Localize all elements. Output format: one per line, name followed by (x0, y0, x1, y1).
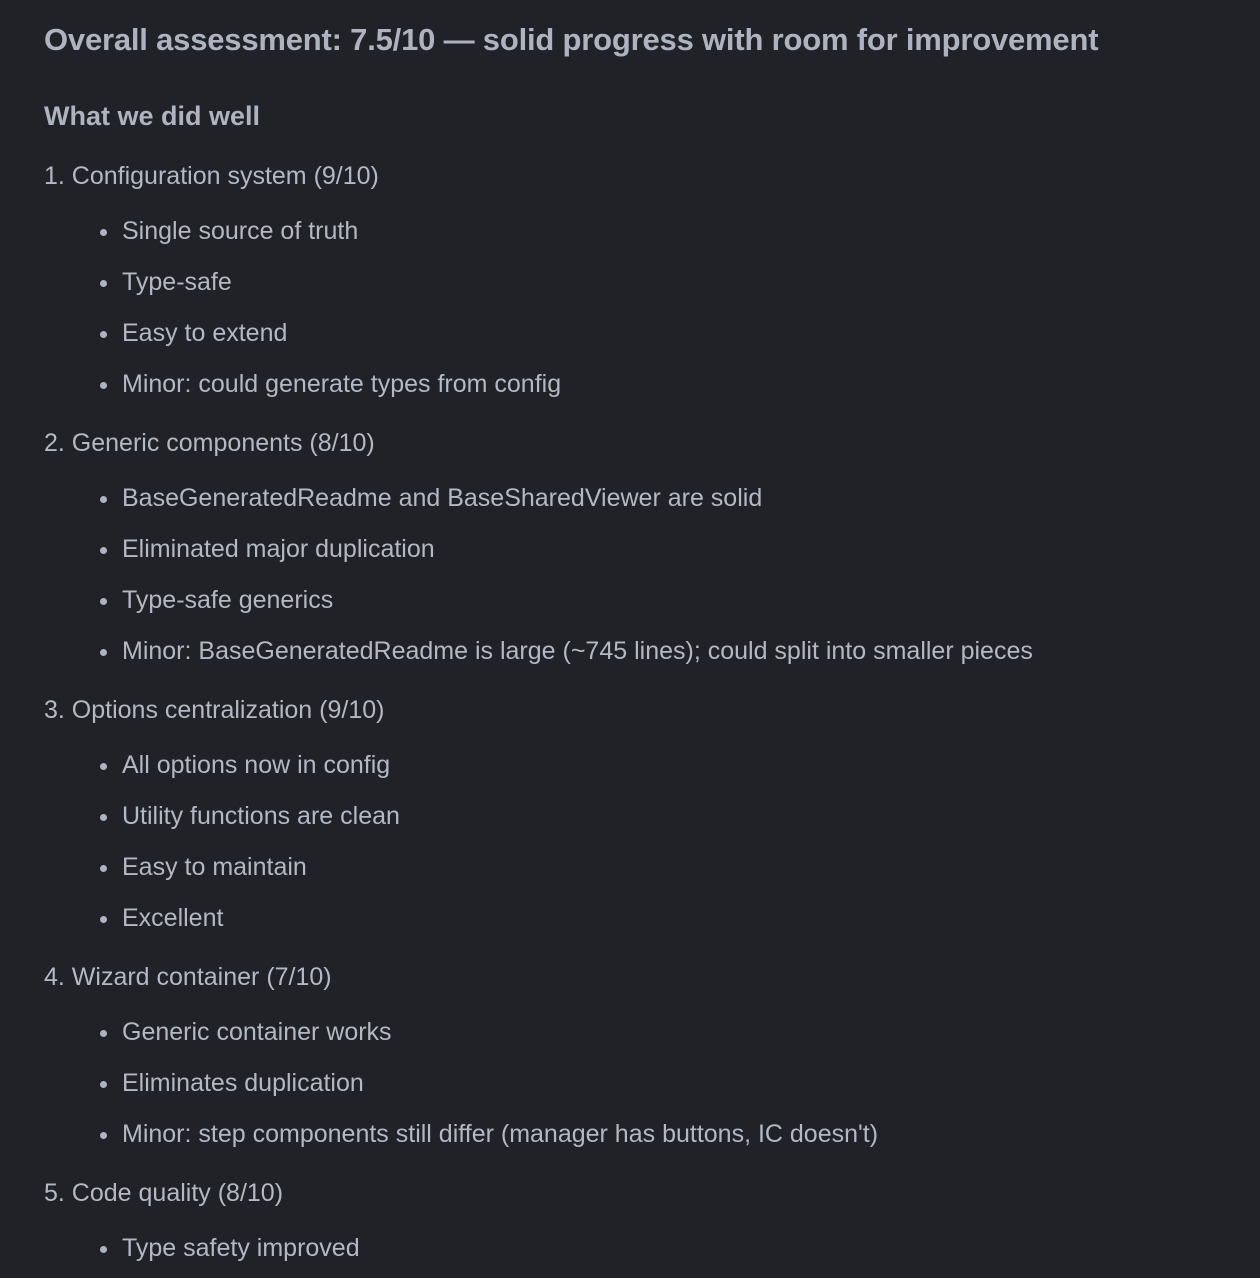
list-item-text: Easy to maintain (122, 853, 307, 881)
bullet-dot (100, 598, 107, 605)
list-item (44, 483, 1033, 513)
bullet-dot (100, 547, 107, 554)
bullet-dot (100, 814, 107, 821)
bullet-dot (100, 1081, 107, 1088)
list-item-text: Minor: could generate types from config (122, 370, 562, 398)
bullet-dot (100, 763, 107, 770)
bullet-dot (100, 382, 107, 389)
list-item (44, 267, 561, 297)
section-configuration-system (44, 161, 561, 399)
section-heading: 4. Wizard container (7/10) (44, 963, 332, 991)
list-item (44, 318, 561, 348)
bullet-dot (100, 649, 107, 656)
list-item-text: Eliminated major duplication (122, 535, 435, 563)
section-heading: 1. Configuration system (9/10) (44, 162, 379, 190)
list-item (44, 1233, 360, 1263)
list-item-text: Minor: BaseGeneratedReadme is large (~745 lines); could split into smaller pieces (122, 637, 1033, 665)
bullet-list (44, 483, 1033, 666)
bullet-dot (100, 331, 107, 338)
list-item (44, 801, 400, 831)
section-heading: 2. Generic components (8/10) (44, 429, 375, 457)
section-heading: 3. Options centralization (9/10) (44, 696, 385, 724)
list-item-text: Type-safe (122, 268, 232, 296)
list-item-text: Minor: step components still differ (manager has buttons, IC doesn't) (122, 1120, 879, 1148)
list-item (44, 1068, 878, 1098)
list-item (44, 1017, 878, 1047)
list-item (44, 903, 400, 933)
list-item-text: All options now in config (122, 751, 391, 779)
list-item-text: Single source of truth (122, 217, 359, 245)
bullet-dot (100, 1030, 107, 1037)
list-item-text: Type safety improved (122, 1234, 360, 1262)
list-item-text: BaseGeneratedReadme and BaseSharedViewer are solid (122, 484, 763, 512)
bullet-list (44, 1017, 878, 1149)
list-item-text: Generic container works (122, 1018, 392, 1046)
section-code-quality (44, 1178, 360, 1263)
list-item-text: Easy to extend (122, 319, 288, 347)
list-item-text: Utility functions are clean (122, 802, 400, 830)
list-item (44, 852, 400, 882)
bullet-dot (100, 1132, 107, 1139)
list-item (44, 585, 1033, 615)
section-generic-components (44, 428, 1033, 666)
bullet-dot (100, 865, 107, 872)
list-item-text: Eliminates duplication (122, 1069, 364, 1097)
list-item (44, 1119, 878, 1149)
list-item-text: Type-safe generics (122, 586, 334, 614)
bullet-dot (100, 916, 107, 923)
list-item (44, 750, 400, 780)
page-title: Overall assessment: 7.5/10 — solid progress with room for improvement (44, 22, 1099, 57)
bullet-dot (100, 1246, 107, 1253)
list-item (44, 636, 1033, 666)
bullet-dot (100, 280, 107, 287)
list-item-text: Excellent (122, 904, 224, 932)
bullet-list (44, 1233, 360, 1263)
section-heading: 5. Code quality (8/10) (44, 1179, 284, 1207)
section-wizard-container (44, 962, 878, 1149)
list-item (44, 534, 1033, 564)
list-item (44, 216, 561, 246)
bullet-list (44, 216, 561, 399)
bullet-dot (100, 496, 107, 503)
section-subtitle: What we did well (44, 101, 261, 131)
list-item (44, 369, 561, 399)
bullet-list (44, 750, 400, 933)
bullet-dot (100, 229, 107, 236)
section-options-centralization (44, 695, 400, 933)
